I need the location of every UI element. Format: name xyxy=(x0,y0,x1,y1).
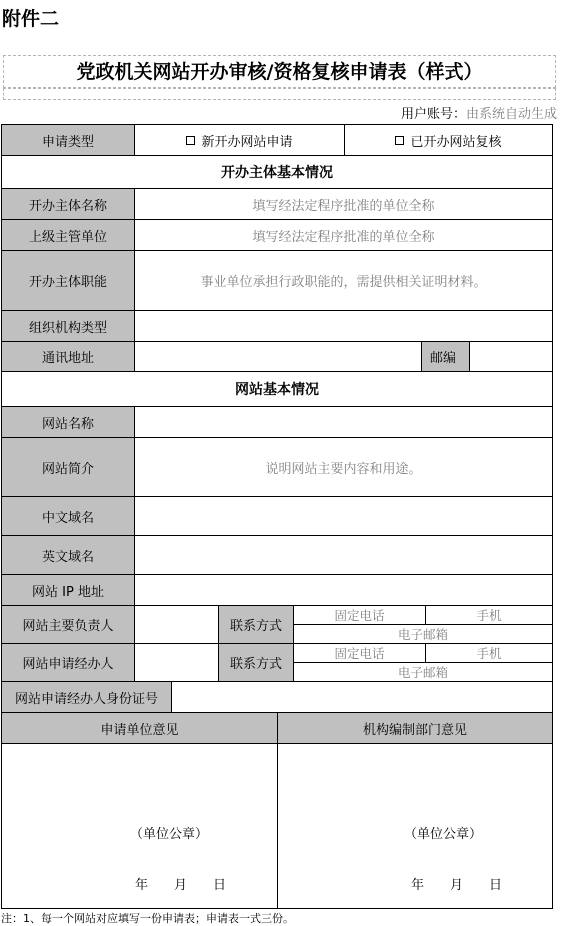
ip-address-field[interactable] xyxy=(134,574,553,606)
superior-unit-label: 上级主管单位 xyxy=(1,219,135,251)
cn-domain-label: 中文域名 xyxy=(1,496,135,536)
site-name-field[interactable] xyxy=(134,406,553,438)
agent-label: 网站申请经办人 xyxy=(1,643,135,682)
agent-id-field[interactable] xyxy=(171,681,553,713)
org-opinion-label: 机构编制部门意见 xyxy=(277,712,553,744)
owner-email-field[interactable]: 电子邮箱 xyxy=(293,624,553,644)
owner-landline-field[interactable]: 固定电话 xyxy=(293,605,426,625)
user-account xyxy=(401,103,557,122)
ip-address-label: 网站 IP 地址 xyxy=(1,574,135,606)
entity-function-label: 开办主体职能 xyxy=(1,250,135,311)
website-section-heading: 网站基本情况 xyxy=(1,371,553,407)
org-type-field[interactable] xyxy=(134,310,553,342)
cn-domain-field[interactable] xyxy=(134,496,553,536)
form-title: 党政机关网站开办审核/资格复核申请表（样式） xyxy=(76,61,483,83)
user-account-value: 由系统自动生成 xyxy=(465,107,557,122)
applicant-seal: （单位公章） xyxy=(130,827,209,842)
postcode-field[interactable] xyxy=(469,341,553,372)
agent-email-field[interactable]: 电子邮箱 xyxy=(293,662,553,682)
agent-landline-field[interactable]: 固定电话 xyxy=(293,643,426,663)
owner-contact-label: 联系方式 xyxy=(218,605,294,644)
spacer-box xyxy=(3,88,556,100)
applicant-date: 年 月 日 xyxy=(135,878,227,893)
option-new-site[interactable] xyxy=(134,124,345,156)
checkbox-icon[interactable] xyxy=(395,136,404,145)
site-intro-field[interactable]: 说明网站主要内容和用途。 xyxy=(134,437,553,497)
attachment-label: 附件二 xyxy=(2,8,60,30)
postcode-label: 邮编 xyxy=(421,341,470,372)
entity-name-label: 开办主体名称 xyxy=(1,188,135,220)
address-label: 通讯地址 xyxy=(1,341,135,372)
entity-section-heading: 开办主体基本情况 xyxy=(1,155,553,189)
application-type-label: 申请类型 xyxy=(1,124,135,156)
owner-mobile-field[interactable]: 手机 xyxy=(425,605,553,625)
en-domain-field[interactable] xyxy=(134,535,553,575)
agent-contact-label: 联系方式 xyxy=(218,643,294,682)
en-domain-label: 英文域名 xyxy=(1,535,135,575)
agent-id-label: 网站申请经办人身份证号 xyxy=(1,681,172,713)
applicant-opinion-label: 申请单位意见 xyxy=(1,712,278,744)
entity-function-field[interactable]: 事业单位承担行政职能的，需提供相关证明材料。 xyxy=(134,250,553,311)
footnote: 注：1、每一个网站对应填写一份申请表；申请表一式三份。 xyxy=(1,912,294,925)
entity-name-field[interactable]: 填写经法定程序批准的单位全称 xyxy=(134,188,553,220)
option-review-site[interactable] xyxy=(344,124,553,156)
option-new-label: 新开办网站申请 xyxy=(201,134,293,150)
site-intro-label: 网站简介 xyxy=(1,437,135,497)
user-account-label: 用户账号： xyxy=(400,107,466,122)
org-seal: （单位公章） xyxy=(404,827,483,842)
org-date: 年 月 日 xyxy=(411,878,503,893)
site-name-label: 网站名称 xyxy=(1,406,135,438)
owner-label: 网站主要负责人 xyxy=(1,605,135,644)
agent-name-field[interactable] xyxy=(134,643,219,682)
checkbox-icon[interactable] xyxy=(186,136,195,145)
address-field[interactable] xyxy=(134,341,422,372)
agent-mobile-field[interactable]: 手机 xyxy=(425,643,553,663)
option-review-label: 已开办网站复核 xyxy=(410,134,502,150)
owner-name-field[interactable] xyxy=(134,605,219,644)
org-type-label: 组织机构类型 xyxy=(1,310,135,342)
superior-unit-field[interactable]: 填写经法定程序批准的单位全称 xyxy=(134,219,553,251)
